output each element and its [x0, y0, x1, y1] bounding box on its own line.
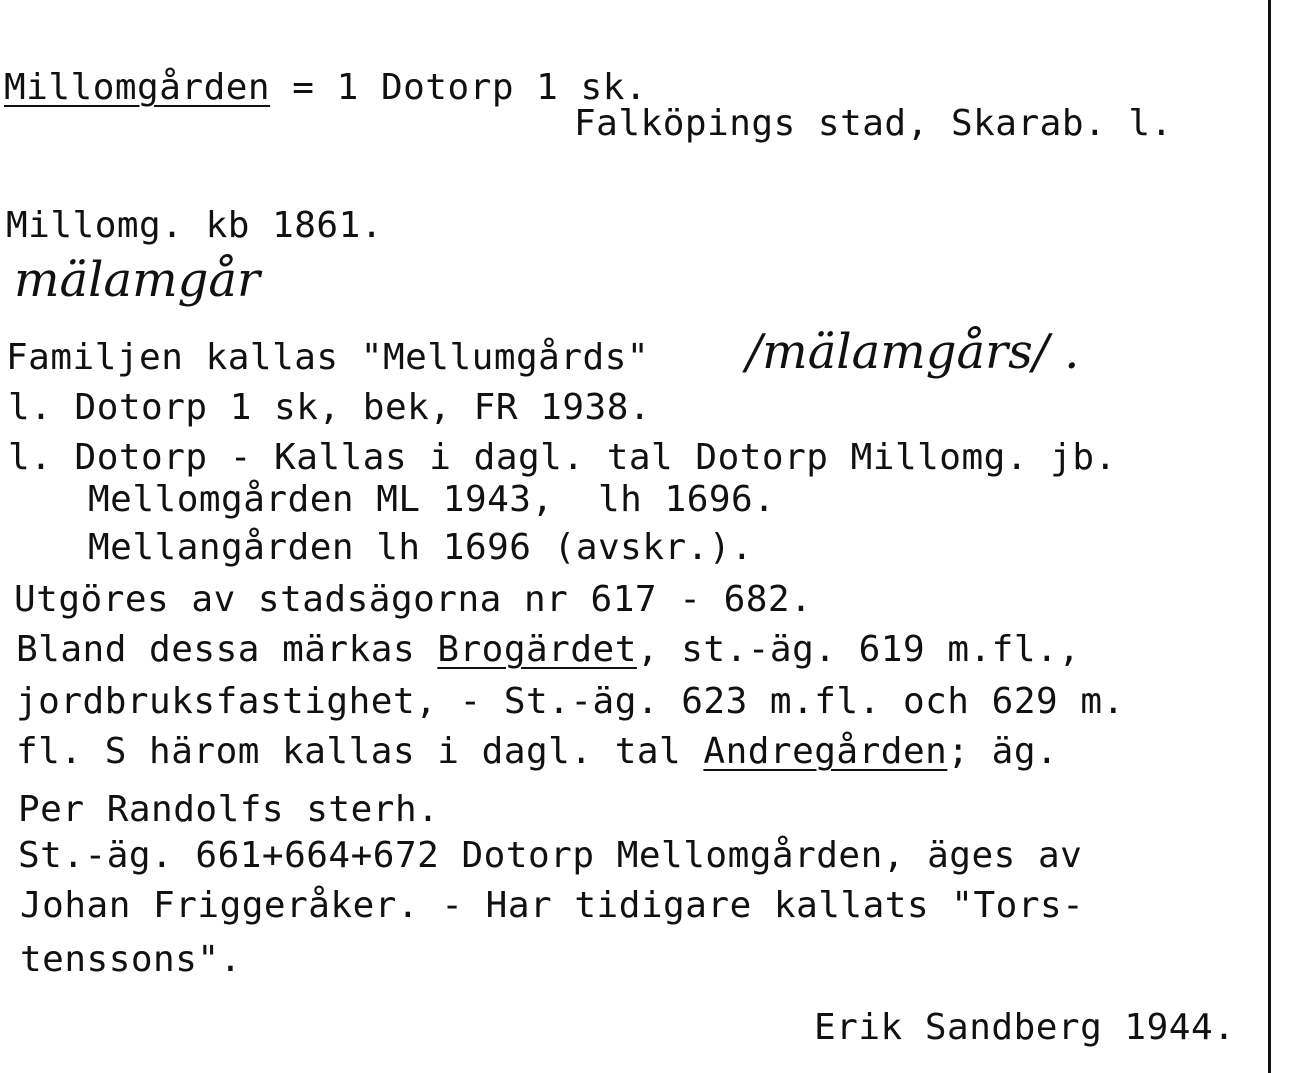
familjen-line: Familjen kallas "Mellumgårds"	[6, 337, 650, 378]
location: Falköpings stad, Skarab. l.	[574, 103, 1173, 144]
fl-line: fl. S härom kallas i dagl. tal Andregården; äg.	[16, 731, 1059, 772]
brogardet-underlined: Brogärdet	[437, 629, 637, 670]
place-name: Millomgården	[4, 67, 271, 108]
johan-line: Johan Friggeråker. - Har tidigare kallats "Tors-	[20, 885, 1085, 926]
mellangarden-line: Mellangården lh 1696 (avskr.).	[88, 527, 754, 568]
dotorp-line-1: l. Dotorp 1 sk, bek, FR 1938.	[8, 387, 652, 428]
jordbruk-line: jordbruksfastighet, - St.-äg. 623 m.fl. och 629 m.	[16, 681, 1125, 722]
handwritten-pronunciation-2: /mälamgårs/ .	[746, 324, 1080, 380]
st-ag-line: St.-äg. 661+664+672 Dotorp Mellomgården, äges av	[18, 835, 1083, 876]
mellomgarden-line: Mellomgården ML 1943, lh 1696.	[88, 479, 776, 520]
bland-line: Bland dessa märkas Brogärdet, st.-äg. 619 m.fl.,	[16, 629, 1081, 670]
place-reference: = 1 Dotorp 1 sk.	[270, 67, 648, 108]
andregarden-underlined: Andregården	[703, 731, 948, 772]
kb-line: Millomg. kb 1861.	[6, 205, 383, 246]
handwritten-pronunciation-1: mälamgår	[14, 252, 260, 308]
header-line	[4, 68, 647, 108]
signature: Erik Sandberg 1944.	[814, 1007, 1236, 1048]
utgores-line: Utgöres av stadsägorna nr 617 - 682.	[14, 579, 813, 620]
dotorp-line-2: l. Dotorp - Kallas i dagl. tal Dotorp Millomg. jb.	[8, 437, 1117, 478]
per-line: Per Randolfs sterh.	[18, 789, 440, 830]
card-edge	[1268, 0, 1271, 1073]
tenssons-line: tenssons".	[20, 939, 242, 980]
